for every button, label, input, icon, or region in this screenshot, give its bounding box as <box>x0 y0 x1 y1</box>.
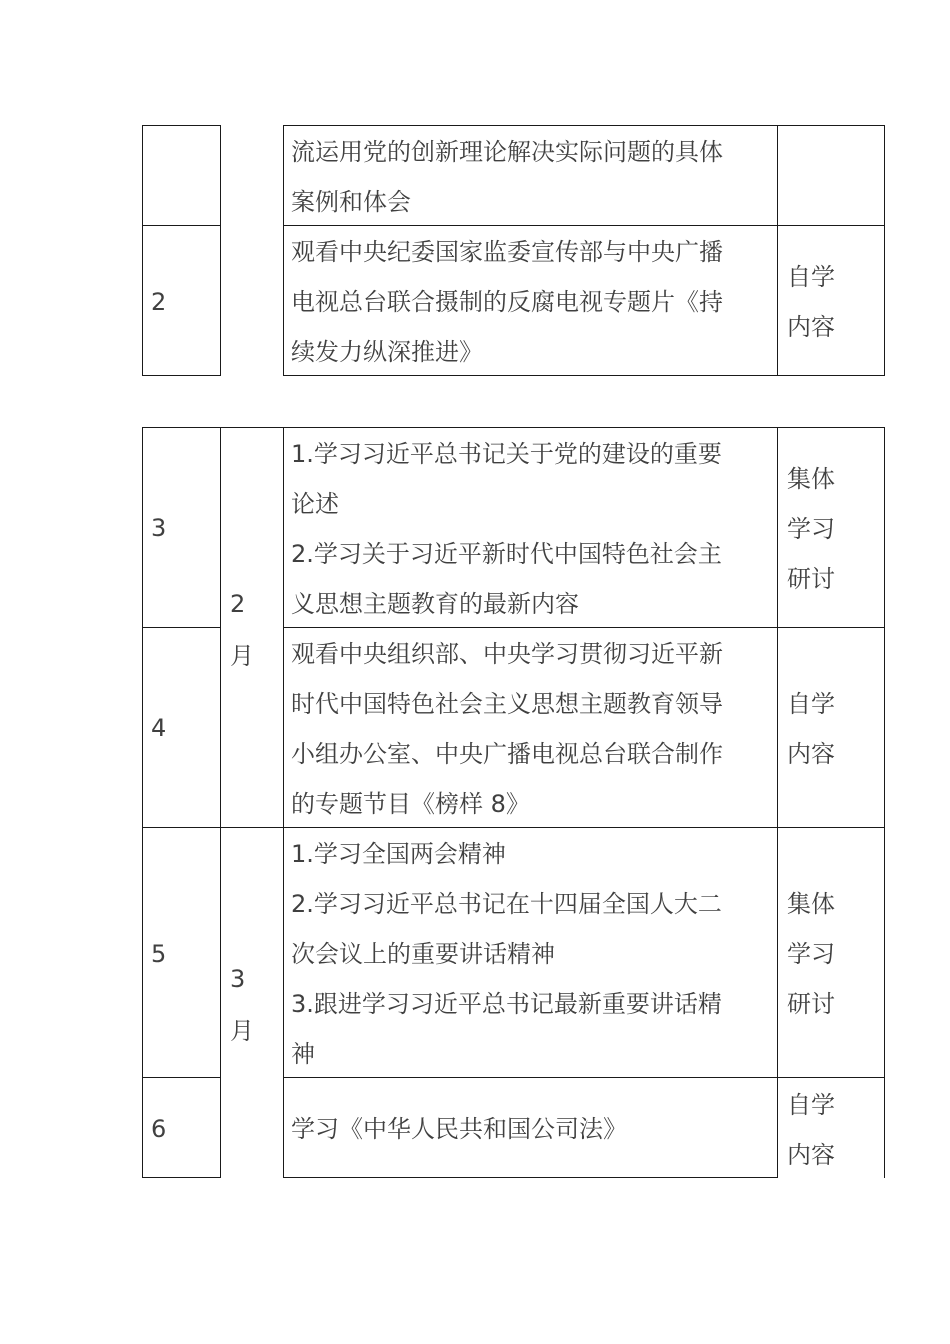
table-border <box>777 125 778 376</box>
study-type: 自学 内容 <box>787 690 835 768</box>
table-border <box>142 225 221 226</box>
table-border <box>142 427 885 428</box>
table-row-content: 学习《中华人民共和国公司法》 <box>291 1115 627 1143</box>
month-cell: 3 月 <box>230 965 254 1045</box>
table-row-content: 观看中央纪委国家监委宣传部与中央广播 电视总台联合摄制的反腐电视专题片《持 续发力纵深推进》 <box>291 238 723 366</box>
table-border <box>220 125 221 376</box>
table-border <box>142 627 221 628</box>
row-number: 6 <box>151 1115 167 1143</box>
table-border <box>142 375 221 376</box>
study-type: 集体 学习 研讨 <box>787 890 835 1018</box>
study-type: 集体 学习 研讨 <box>787 465 835 593</box>
table-border <box>283 427 284 1178</box>
study-type: 自学 内容 <box>787 263 835 341</box>
table-border <box>142 1177 221 1178</box>
table-border <box>283 125 284 376</box>
row-number: 4 <box>151 714 167 742</box>
row-number: 3 <box>151 514 167 542</box>
table-row-content: 1.学习全国两会精神 2.学习习近平总书记在十四届全国人大二 次会议上的重要讲话精神 3.跟进学习习近平总书记最新重要讲话精 神 <box>291 840 722 1068</box>
table-border <box>142 125 143 376</box>
table-border <box>777 427 778 1178</box>
table-border <box>142 1077 221 1078</box>
table-row-content: 观看中央组织部、中央学习贯彻习近平新 时代中国特色社会主义思想主题教育领导 小组办公室、中央广播电视总台联合制作 的专题节目《榜样 8》 <box>291 640 723 818</box>
table-border <box>220 427 221 1178</box>
study-type: 自学 内容 <box>787 1091 835 1169</box>
table-border <box>884 125 885 376</box>
table-row-content: 流运用党的创新理论解决实际问题的具体 案例和体会 <box>291 138 723 216</box>
table-border <box>283 125 885 126</box>
month-cell: 2 月 <box>230 590 254 670</box>
row-number: 2 <box>151 288 167 316</box>
table-border <box>884 427 885 1178</box>
table-border <box>283 1177 778 1178</box>
table-border <box>142 427 143 1178</box>
table-row-content: 1.学习习近平总书记关于党的建设的重要 论述 2.学习关于习近平新时代中国特色社会主 义思想主题教育的最新内容 <box>291 440 722 618</box>
table-border <box>142 125 221 126</box>
row-number: 5 <box>151 940 167 968</box>
